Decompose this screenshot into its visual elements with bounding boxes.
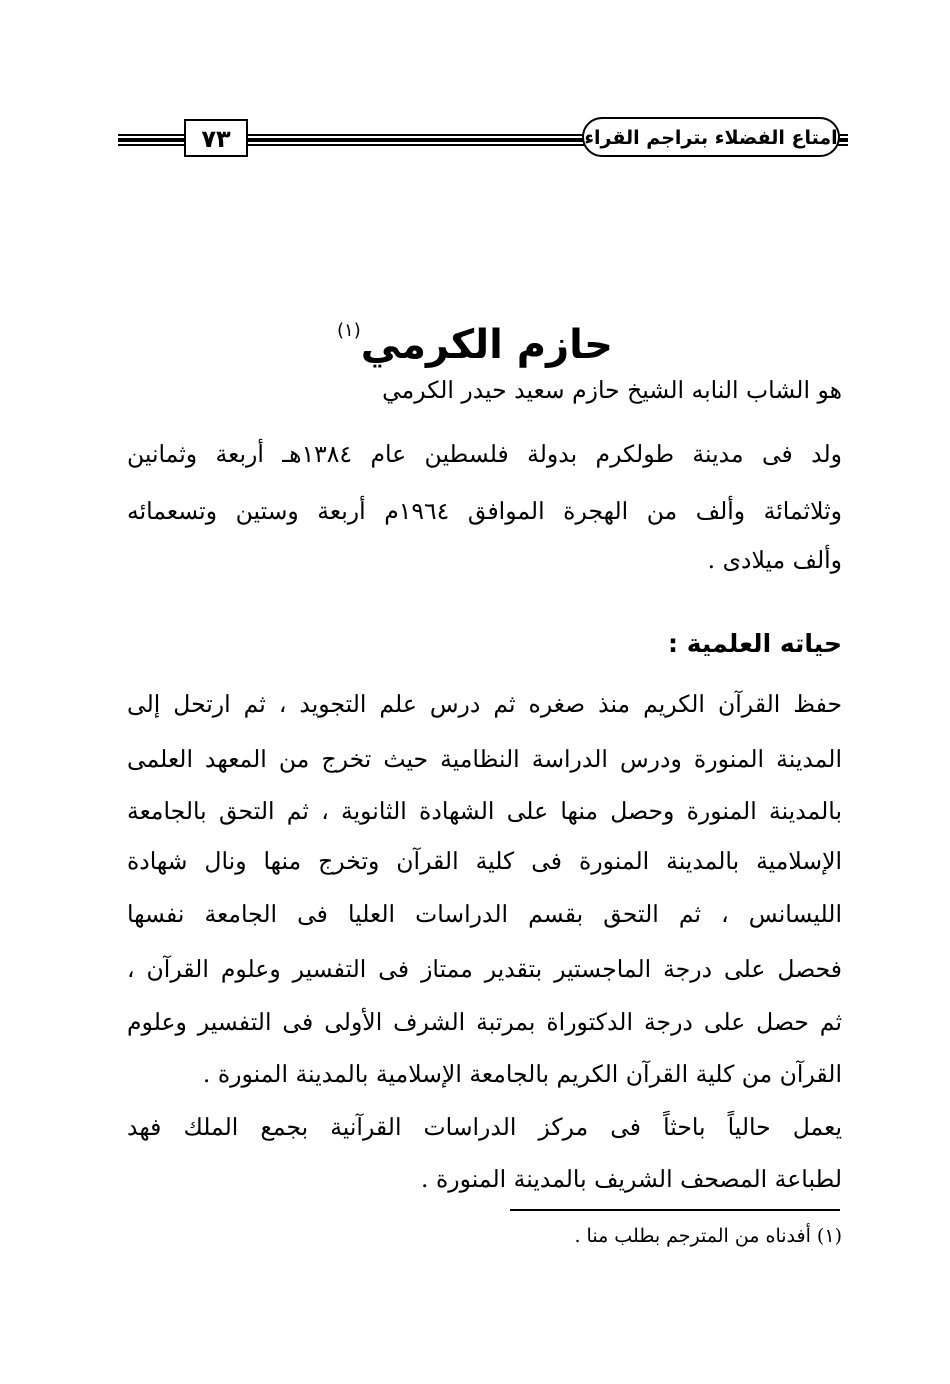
intro-line: ولد فى مدينة طولكرم بدولة فلسطين عام ١٣٨٤هـ أربعة وثمانين <box>127 440 842 468</box>
intro-line: وألف ميلادى . <box>707 546 842 574</box>
page-number: ٧٣ <box>201 125 231 153</box>
body-line: فحصل على درجة الماجستير بتقدير ممتاز فى التفسير وعلوم القرآن ، <box>127 955 842 983</box>
body-line: المدينة المنورة ودرس الدراسة النظامية حيث تخرج من المعهد العلمى <box>127 745 842 773</box>
body-line: حفظ القرآن الكريم منذ صغره ثم درس علم التجويد ، ثم ارتحل إلى <box>127 690 842 718</box>
book-title-box <box>582 117 840 157</box>
person-name: حازم الكرمي <box>360 322 613 368</box>
body-line: القرآن من كلية القرآن الكريم بالجامعة الإسلامية بالمدينة المنورة . <box>202 1060 842 1088</box>
footnote: (١) أفدناه من المترجم بطلب منا . <box>574 1225 842 1247</box>
body-line: الإسلامية بالمدينة المنورة فى كلية القرآن وتخرج منها ونال شهادة <box>127 847 842 875</box>
running-header <box>118 117 848 161</box>
body-line: بالمدينة المنورة وحصل منها على الشهادة الثانوية ، ثم التحق بالجامعة <box>127 797 842 825</box>
intro-line: هو الشاب النابه الشيخ حازم سعيد حيدر الكرمي <box>382 376 842 404</box>
body-line: يعمل حالياً باحثاً فى مركز الدراسات القرآنية بجمع الملك فهد <box>127 1113 842 1141</box>
footnote-separator <box>510 1209 840 1211</box>
section-title: حياته العلمية : <box>668 629 842 658</box>
body-line: الليسانس ، ثم التحق بقسم الدراسات العليا فى الجامعة نفسها <box>127 900 842 928</box>
intro-line: وثلاثمائة وألف من الهجرة الموافق ١٩٦٤م أربعة وستين وتسعمائه <box>127 497 842 525</box>
body-line: ثم حصل على درجة الدكتوراة بمرتبة الشرف الأولى فى التفسير وعلوم <box>127 1008 842 1036</box>
book-title: امتاع الفضلاء بتراجم القراء <box>584 127 838 149</box>
body-line: لطباعة المصحف الشريف بالمدينة المنورة . <box>421 1165 842 1193</box>
page-number-box <box>184 119 248 157</box>
footnote-marker: (١) <box>337 320 361 341</box>
